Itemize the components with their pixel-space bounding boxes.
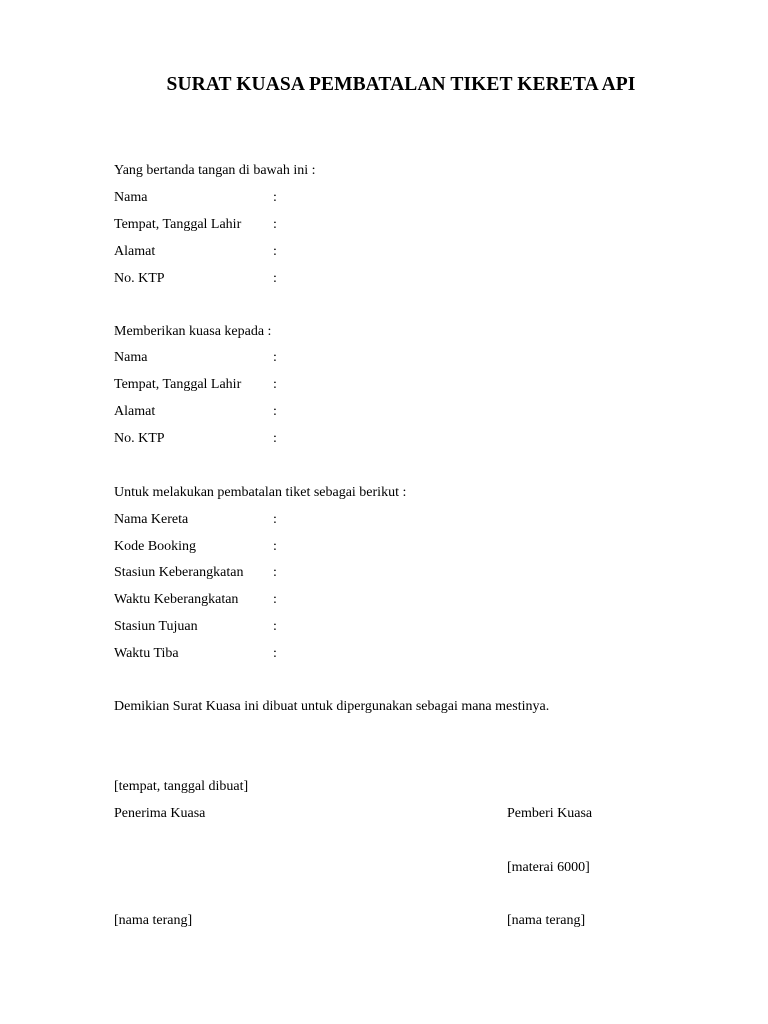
field-colon: : <box>273 404 277 419</box>
field-colon: : <box>273 350 277 365</box>
field-label: Tempat, Tanggal Lahir <box>114 217 242 232</box>
giver-intro: Yang bertanda tangan di bawah ini : <box>114 163 316 178</box>
field-colon: : <box>273 190 277 205</box>
field-colon: : <box>273 431 277 446</box>
field-label: Waktu Keberangkatan <box>114 592 239 607</box>
stamp-placeholder: [materai 6000] <box>507 860 590 875</box>
closing-statement: Demikian Surat Kuasa ini dibuat untuk dipergunakan sebagai mana mestinya. <box>114 699 550 714</box>
field-label: No. KTP <box>114 431 165 446</box>
receiver-name: [nama terang] <box>114 913 193 928</box>
field-label: Nama <box>114 190 148 205</box>
field-colon: : <box>273 217 277 232</box>
field-colon: : <box>273 539 277 554</box>
field-colon: : <box>273 512 277 527</box>
field-colon: : <box>273 592 277 607</box>
receiver-intro: Memberikan kuasa kepada : <box>114 324 272 339</box>
field-label: No. KTP <box>114 271 165 286</box>
field-label: Alamat <box>114 404 156 419</box>
field-colon: : <box>273 619 277 634</box>
field-label: Stasiun Keberangkatan <box>114 565 244 580</box>
field-colon: : <box>273 377 277 392</box>
field-label: Tempat, Tanggal Lahir <box>114 377 242 392</box>
field-label: Alamat <box>114 244 156 259</box>
receiver-signature-label: Penerima Kuasa <box>114 806 206 821</box>
giver-name: [nama terang] <box>507 913 586 928</box>
field-colon: : <box>273 244 277 259</box>
place-date: [tempat, tanggal dibuat] <box>114 779 249 794</box>
document-title: SURAT KUASA PEMBATALAN TIKET KERETA API <box>166 74 636 95</box>
field-label: Waktu Tiba <box>114 646 179 661</box>
field-colon: : <box>273 565 277 580</box>
field-label: Nama Kereta <box>114 512 189 527</box>
giver-signature-label: Pemberi Kuasa <box>507 806 593 821</box>
ticket-intro: Untuk melakukan pembatalan tiket sebagai berikut : <box>114 485 407 500</box>
field-label: Stasiun Tujuan <box>114 619 198 634</box>
field-label: Nama <box>114 350 148 365</box>
field-label: Kode Booking <box>114 539 197 554</box>
field-colon: : <box>273 646 277 661</box>
field-colon: : <box>273 271 277 286</box>
